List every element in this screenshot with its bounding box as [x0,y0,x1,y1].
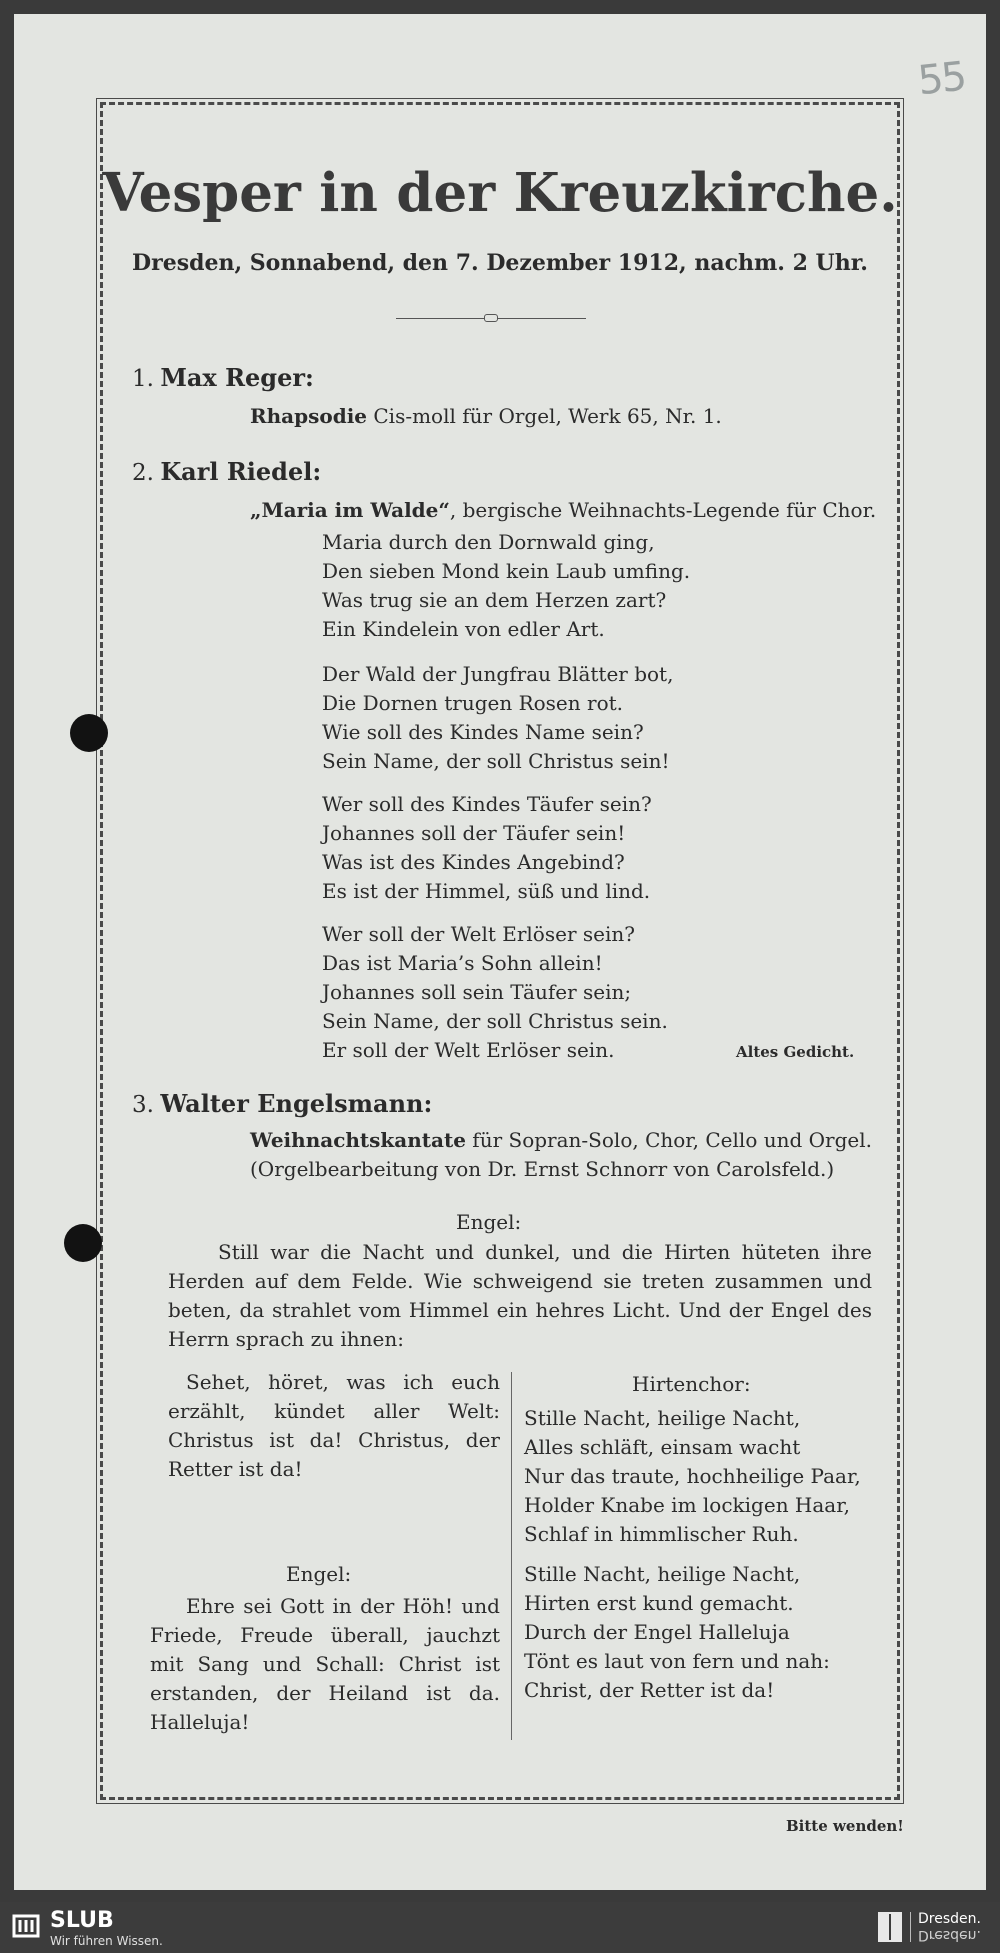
slub-logo-icon [12,1912,40,1940]
poem-line: Maria durch den Dornwald ging, [322,530,655,554]
poem-line: Wer soll des Kindes Täufer sein? [322,792,652,816]
engel-verse-1: Sehet, höret, was ich euch erzählt, kündet aller Welt: Christus ist da! Christus, der Retter ist da! [168,1370,500,1481]
program-item-1 [132,364,314,393]
turn-over-note: Bitte wenden! [786,1817,904,1835]
section-heading-engel: Engel: [456,1210,522,1234]
divider-ornament [396,318,586,323]
section-heading-engel: Engel: [286,1562,352,1586]
poem-line: Wer soll der Welt Erlöser sein? [322,922,635,946]
punch-hole [70,714,108,752]
dresden-logo[interactable] [918,1912,981,1942]
stille-nacht-line: Stille Nacht, heilige Nacht, [524,1562,801,1586]
stille-nacht-line: Durch der Engel Halleluja [524,1620,790,1644]
footer-bar [0,1902,1000,1953]
dresden-label-mirror: Dresden. [918,1927,981,1943]
item-number: 3. [132,1092,154,1118]
work-title [250,402,722,430]
poem-line: Johannes soll der Täufer sein! [322,821,626,845]
program-item-3 [132,1090,432,1119]
work-title-bold: „Maria im Walde“ [250,498,450,522]
stille-nacht-line: Christ, der Retter ist da! [524,1678,775,1702]
poem-line: Ein Kindelein von edler Art. [322,617,605,641]
work-title-rest: , bergische Weihnachts-Legende für Chor. [449,498,877,522]
composer-name: Max Reger: [160,363,314,392]
column-divider [511,1372,512,1740]
stille-nacht-line: Tönt es laut von fern und nah: [524,1649,830,1673]
footer-divider [910,1912,911,1942]
poem-line: Die Dornen trugen Rosen rot. [322,691,624,715]
item-number: 1. [132,366,154,392]
section-heading-hirtenchor: Hirtenchor: [632,1372,751,1396]
poem-line: Was trug sie an dem Herzen zart? [322,588,667,612]
item-number: 2. [132,460,154,486]
poem-line: Es ist der Himmel, süß und lind. [322,879,651,903]
composer-name: Karl Riedel: [160,457,322,486]
work-title-rest: Cis-moll für Orgel, Werk 65, Nr. 1. [367,404,722,428]
program-item-2 [132,458,321,487]
work-title [250,496,876,524]
poem-line: Johannes soll sein Täufer sein; [322,980,632,1004]
work-title-rest: für Sopran-Solo, Chor, Cello und Orgel. (Orgelbearbeitung von Dr. Ernst Schnorr von Carolsfeld.) [250,1128,872,1181]
engel-verse-2: Ehre sei Gott in der Höh! und Friede, Freude überall, jauchzt mit Sang und Schall: Christ ist erstanden, der Heiland ist da. Halleluja! [150,1594,500,1734]
page-title: Vesper in der Kreuzkirche. [102,162,898,224]
work-title-bold: Rhapsodie [250,404,368,428]
poem-line: Sein Name, der soll Christus sein! [322,749,670,773]
slub-tagline: Wir führen Wissen. [50,1934,163,1948]
poem-line: Was ist des Kindes Angebind? [322,850,625,874]
poem-line: Wie soll des Kindes Name sein? [322,720,644,744]
hirtenchor-line: Alles schläft, einsam wacht [524,1435,801,1459]
poem-line: Das ist Maria’s Sohn allein! [322,951,603,975]
work-title [250,1126,872,1184]
hirtenchor-line: Holder Knabe im lockigen Haar, [524,1493,850,1517]
poem-line: Sein Name, der soll Christus sein. [322,1009,668,1033]
stille-nacht-line: Hirten erst kund gemacht. [524,1591,794,1615]
pencil-mark: 55 [915,53,968,105]
work-title-bold: Weihnachtskantate [250,1128,466,1152]
cantata-recitative: Still war die Nacht und dunkel, und die Hirten hüteten ihre Herden auf dem Felde. Wie schweigend sie treten zusammen und beten, da strahlet vom Himmel ein hehres Licht. Und der Engel des Herrn sprach zu ihnen: [168,1240,872,1351]
hirtenchor-line: Schlaf in himmlischer Ruh. [524,1522,799,1546]
poem-source: Altes Gedicht. [736,1043,855,1061]
poem-line: Den sieben Mond kein Laub umfing. [322,559,691,583]
poem-line: Er soll der Welt Erlöser sein. [322,1038,615,1062]
dresden-crest-icon [878,1912,902,1942]
punch-hole [64,1224,102,1262]
composer-name: Walter Engelsmann: [160,1089,433,1118]
hirtenchor-line: Nur das traute, hochheilige Paar, [524,1464,861,1488]
hirtenchor-line: Stille Nacht, heilige Nacht, [524,1406,801,1430]
slub-name[interactable]: SLUB [50,1908,114,1933]
page-subtitle: Dresden, Sonnabend, den 7. Dezember 1912, nachm. 2 Uhr. [132,250,868,276]
dresden-label: Dresden. [918,1911,981,1927]
poem-line: Der Wald der Jungfrau Blätter bot, [322,662,674,686]
